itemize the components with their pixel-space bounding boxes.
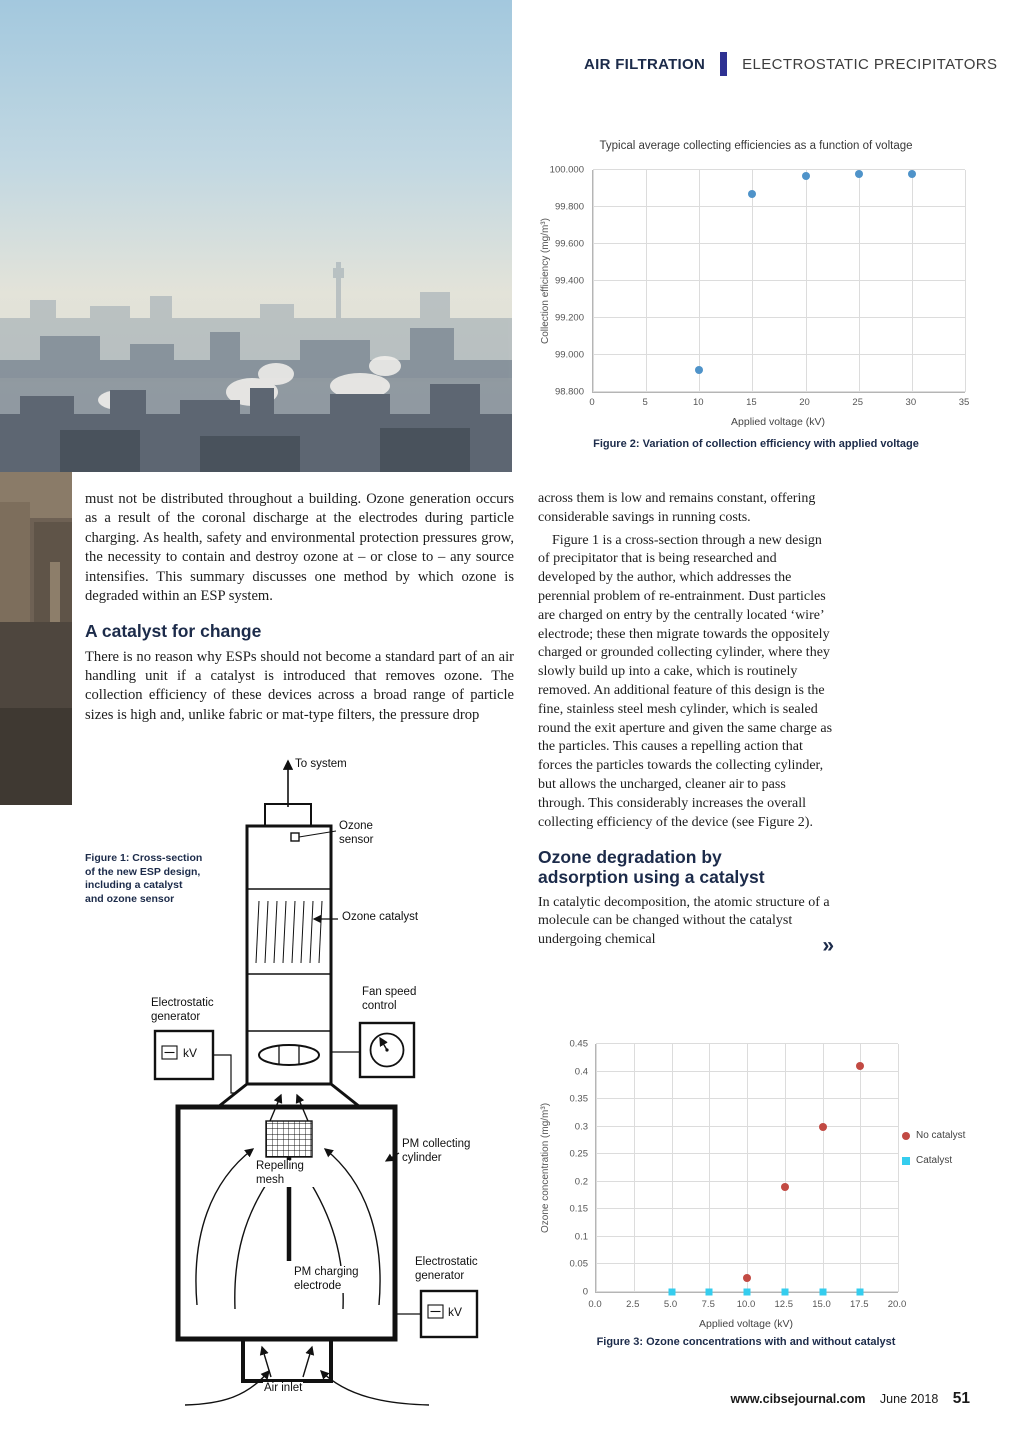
data-point <box>908 170 916 178</box>
y-tick-label: 0.1 <box>574 1231 588 1243</box>
gridline-v <box>747 1044 748 1292</box>
y-tick-label: 0.2 <box>574 1176 588 1188</box>
x-tick-label: 0 <box>589 397 595 408</box>
page-footer <box>540 1390 970 1408</box>
plot-area <box>595 1044 898 1293</box>
x-axis-ticks <box>589 394 970 408</box>
gridline-v <box>860 1044 861 1292</box>
catalyst-hatching <box>256 901 322 963</box>
outlet-duct <box>265 804 311 826</box>
ozone-sensor-symbol <box>291 833 299 841</box>
paragraph: across them is low and remains constant, offering considerable savings in running costs. <box>538 491 816 525</box>
gridline-v <box>823 1044 824 1292</box>
gridline-v <box>785 1044 786 1292</box>
inlet-duct <box>243 1339 331 1381</box>
y-tick-label: 0.35 <box>569 1093 588 1105</box>
gridline-v <box>699 170 700 392</box>
y-tick-label: 0.3 <box>574 1121 588 1133</box>
journal-url: www.cibsejournal.com <box>730 1392 866 1406</box>
header-divider-bar <box>720 52 727 76</box>
x-tick-label: 7.5 <box>701 1299 715 1310</box>
data-point <box>668 1289 675 1296</box>
x-tick-label: 17.5 <box>850 1299 869 1310</box>
gridline-v <box>965 170 966 392</box>
data-point <box>819 1289 826 1296</box>
gridline-v <box>709 1044 710 1292</box>
data-point <box>695 366 703 374</box>
chart-legend <box>902 1130 965 1166</box>
x-axis-label: Applied voltage (kV) <box>731 416 825 428</box>
y-axis-label: Collection efficiency (mg/m³) <box>540 218 551 344</box>
data-point <box>744 1289 751 1296</box>
figure2-caption: Figure 2: Variation of collection efficiency with applied voltage <box>593 438 919 450</box>
x-tick-label: 35 <box>958 397 970 408</box>
data-point <box>802 172 810 180</box>
label-kv-top: kV <box>183 1046 198 1060</box>
gridline-v <box>634 1044 635 1292</box>
x-axis-ticks <box>588 1296 907 1310</box>
legend-item-no-catalyst <box>902 1130 965 1141</box>
gridline-v <box>672 1044 673 1292</box>
x-tick-label: 5 <box>642 397 648 408</box>
gridline-h <box>593 280 965 281</box>
x-tick-label: 25 <box>852 397 863 408</box>
label-kv-bottom: kV <box>448 1305 463 1319</box>
gridline-v <box>912 170 913 392</box>
article-right-column <box>538 490 834 957</box>
figure3-chart <box>540 1030 970 1352</box>
chart-title: Typical average collecting efficiencies as a function of voltage <box>599 140 913 152</box>
gridline-h <box>593 243 965 244</box>
x-tick-label: 15 <box>746 397 757 408</box>
data-point <box>748 190 756 198</box>
y-tick-label: 0.15 <box>569 1203 588 1215</box>
data-point <box>856 1062 864 1070</box>
y-tick-label: 0.25 <box>569 1148 588 1160</box>
y-tick-label: 99.800 <box>554 201 584 213</box>
figure2-chart <box>540 136 972 458</box>
x-axis-label: Applied voltage (kV) <box>699 1318 793 1330</box>
paragraph: In catalytic decomposition, the atomic structure of a molecule can be changed without the catalyst undergoing chemical <box>538 894 830 948</box>
y-axis-ticks <box>548 1038 592 1298</box>
label-electrostatic-generator-top: Electrostatic generator <box>151 997 214 1023</box>
label-electrostatic-generator-bottom: Electrostatic generator <box>415 1256 478 1282</box>
label-to-system: To system <box>295 758 347 770</box>
funnel-left <box>218 1084 247 1107</box>
inlet-flow-right <box>321 1371 429 1405</box>
data-point <box>857 1289 864 1296</box>
section-title: AIR FILTRATION <box>584 55 706 73</box>
data-point <box>855 170 863 178</box>
funnel-right <box>331 1084 360 1107</box>
y-axis-label: Ozone concentration (mg/m³) <box>540 1102 551 1234</box>
city-photo <box>0 0 512 472</box>
x-tick-label: 30 <box>905 397 917 408</box>
gridline-v <box>646 170 647 392</box>
legend-marker-square <box>902 1157 910 1165</box>
y-tick-label: 100.000 <box>549 164 584 176</box>
continuation-icon: » <box>822 933 834 957</box>
heading-ozone-degradation: Ozone degradation by adsorption using a catalyst <box>538 847 765 888</box>
y-tick-label: 0.45 <box>569 1038 588 1050</box>
label-ozone-sensor: Ozone sensor <box>339 820 374 846</box>
photo-strip <box>0 472 72 805</box>
x-tick-label: 20.0 <box>887 1299 907 1310</box>
repelling-mesh-symbol <box>266 1121 312 1157</box>
gridline-h <box>593 391 965 392</box>
data-point <box>781 1289 788 1296</box>
paragraph: must not be distributed throughout a building. Ozone generation occurs as a result of the coronal discharge at the electrodes during particle charging. As health, safety and environmental protection pressures grow, the necessity to contain and destroy ozone at – or close to – any source intensifies. This summary discusses one method by which ozone is degraded within an ESP system. <box>85 491 514 605</box>
plot-area <box>592 170 965 393</box>
gridline-v <box>806 170 807 392</box>
data-point <box>706 1289 713 1296</box>
heading-a-catalyst-for-change: A catalyst for change <box>85 621 262 642</box>
gridline-h <box>593 206 965 207</box>
fan-symbol <box>259 1045 319 1065</box>
x-tick-label: 20 <box>799 397 810 408</box>
x-tick-label: 0.0 <box>588 1299 602 1310</box>
label-repelling-mesh: Repelling mesh <box>255 1160 319 1187</box>
x-tick-label: 12.5 <box>774 1299 793 1310</box>
y-tick-label: 0 <box>582 1286 588 1298</box>
data-point <box>781 1183 789 1191</box>
y-axis-ticks <box>540 164 588 398</box>
x-tick-label: 15.0 <box>812 1299 831 1310</box>
label-pm-collecting-cylinder: PM collecting cylinder <box>402 1138 471 1164</box>
legend-label: No catalyst <box>916 1130 966 1141</box>
gridline-v <box>898 1044 899 1292</box>
gridline-h <box>593 317 965 318</box>
y-tick-label: 98.800 <box>554 386 584 398</box>
paragraph: Figure 1 is a cross-section through a new design of precipitator that is being researched and developed by the author, which addresses the perennial problem of re-entrainment. Dust particles are charged on entry by the centrally located ‘wire’ electrode; these then migrate towards the oppositely charged or grounded collecting cylinder, where they slowly build up into a cake, which is routinely removed. An additional feature of this design is the fine, stainless steel mesh cylinder, which is sealed round the exit aperture and given the same charge as the particles. This causes a repelling action that forces the particles towards the collecting cylinder, but allows the uncharged, cleaner air to pass through. This considerably increases the overall collecting efficiency of the device (see Figure 2). <box>538 532 833 830</box>
label-pm-charging-electrode: PM charging electrode <box>293 1266 373 1293</box>
x-tick-label: 5.0 <box>663 1299 678 1310</box>
legend-item-catalyst <box>902 1155 965 1166</box>
y-tick-label: 99.000 <box>554 349 584 361</box>
y-tick-label: 99.400 <box>554 275 584 287</box>
y-tick-label: 0.4 <box>574 1066 588 1078</box>
label-fan-speed-control: Fan speed control <box>362 986 417 1012</box>
legend-label: Catalyst <box>916 1155 953 1166</box>
city-photo-image <box>0 0 512 472</box>
y-tick-label: 99.600 <box>554 238 584 250</box>
page-number: 51 <box>952 1390 970 1407</box>
figure3-caption: Figure 3: Ozone concentrations with and without catalyst <box>596 1336 896 1348</box>
legend-marker-circle <box>902 1132 910 1140</box>
figure1-caption: Figure 1: Cross-section of the new ESP design, including a catalyst and ozone sensor <box>85 852 203 905</box>
gridline-h <box>593 354 965 355</box>
data-point <box>819 1123 827 1131</box>
y-tick-label: 99.200 <box>554 312 584 324</box>
x-tick-label: 10 <box>692 397 704 408</box>
topic-title: ELECTROSTATIC PRECIPITATORS <box>742 55 998 73</box>
gridline-v <box>752 170 753 392</box>
paragraph: There is no reason why ESPs should not become a standard part of an air handling unit if a catalyst is introduced that removes ozone. The collection efficiency of these devices across a broad range of particle sizes is high and, unlike fabric or mat-type filters, the pressure drop <box>85 648 514 723</box>
label-ozone-catalyst: Ozone catalyst <box>342 911 419 923</box>
gridline-v <box>593 170 594 392</box>
label-air-inlet: Air inlet <box>264 1382 303 1394</box>
inlet-flow-left <box>185 1371 269 1405</box>
photo-strip-image <box>0 472 72 805</box>
figure1-diagram <box>85 748 515 1410</box>
page-header <box>584 52 997 76</box>
x-tick-label: 10.0 <box>736 1299 756 1310</box>
gridline-v <box>859 170 860 392</box>
article-left-column <box>85 490 514 729</box>
y-tick-label: 0.05 <box>569 1258 588 1270</box>
gridline-v <box>596 1044 597 1292</box>
data-point <box>743 1274 751 1282</box>
x-tick-label: 2.5 <box>626 1299 640 1310</box>
issue-date: June 2018 <box>879 1392 939 1406</box>
